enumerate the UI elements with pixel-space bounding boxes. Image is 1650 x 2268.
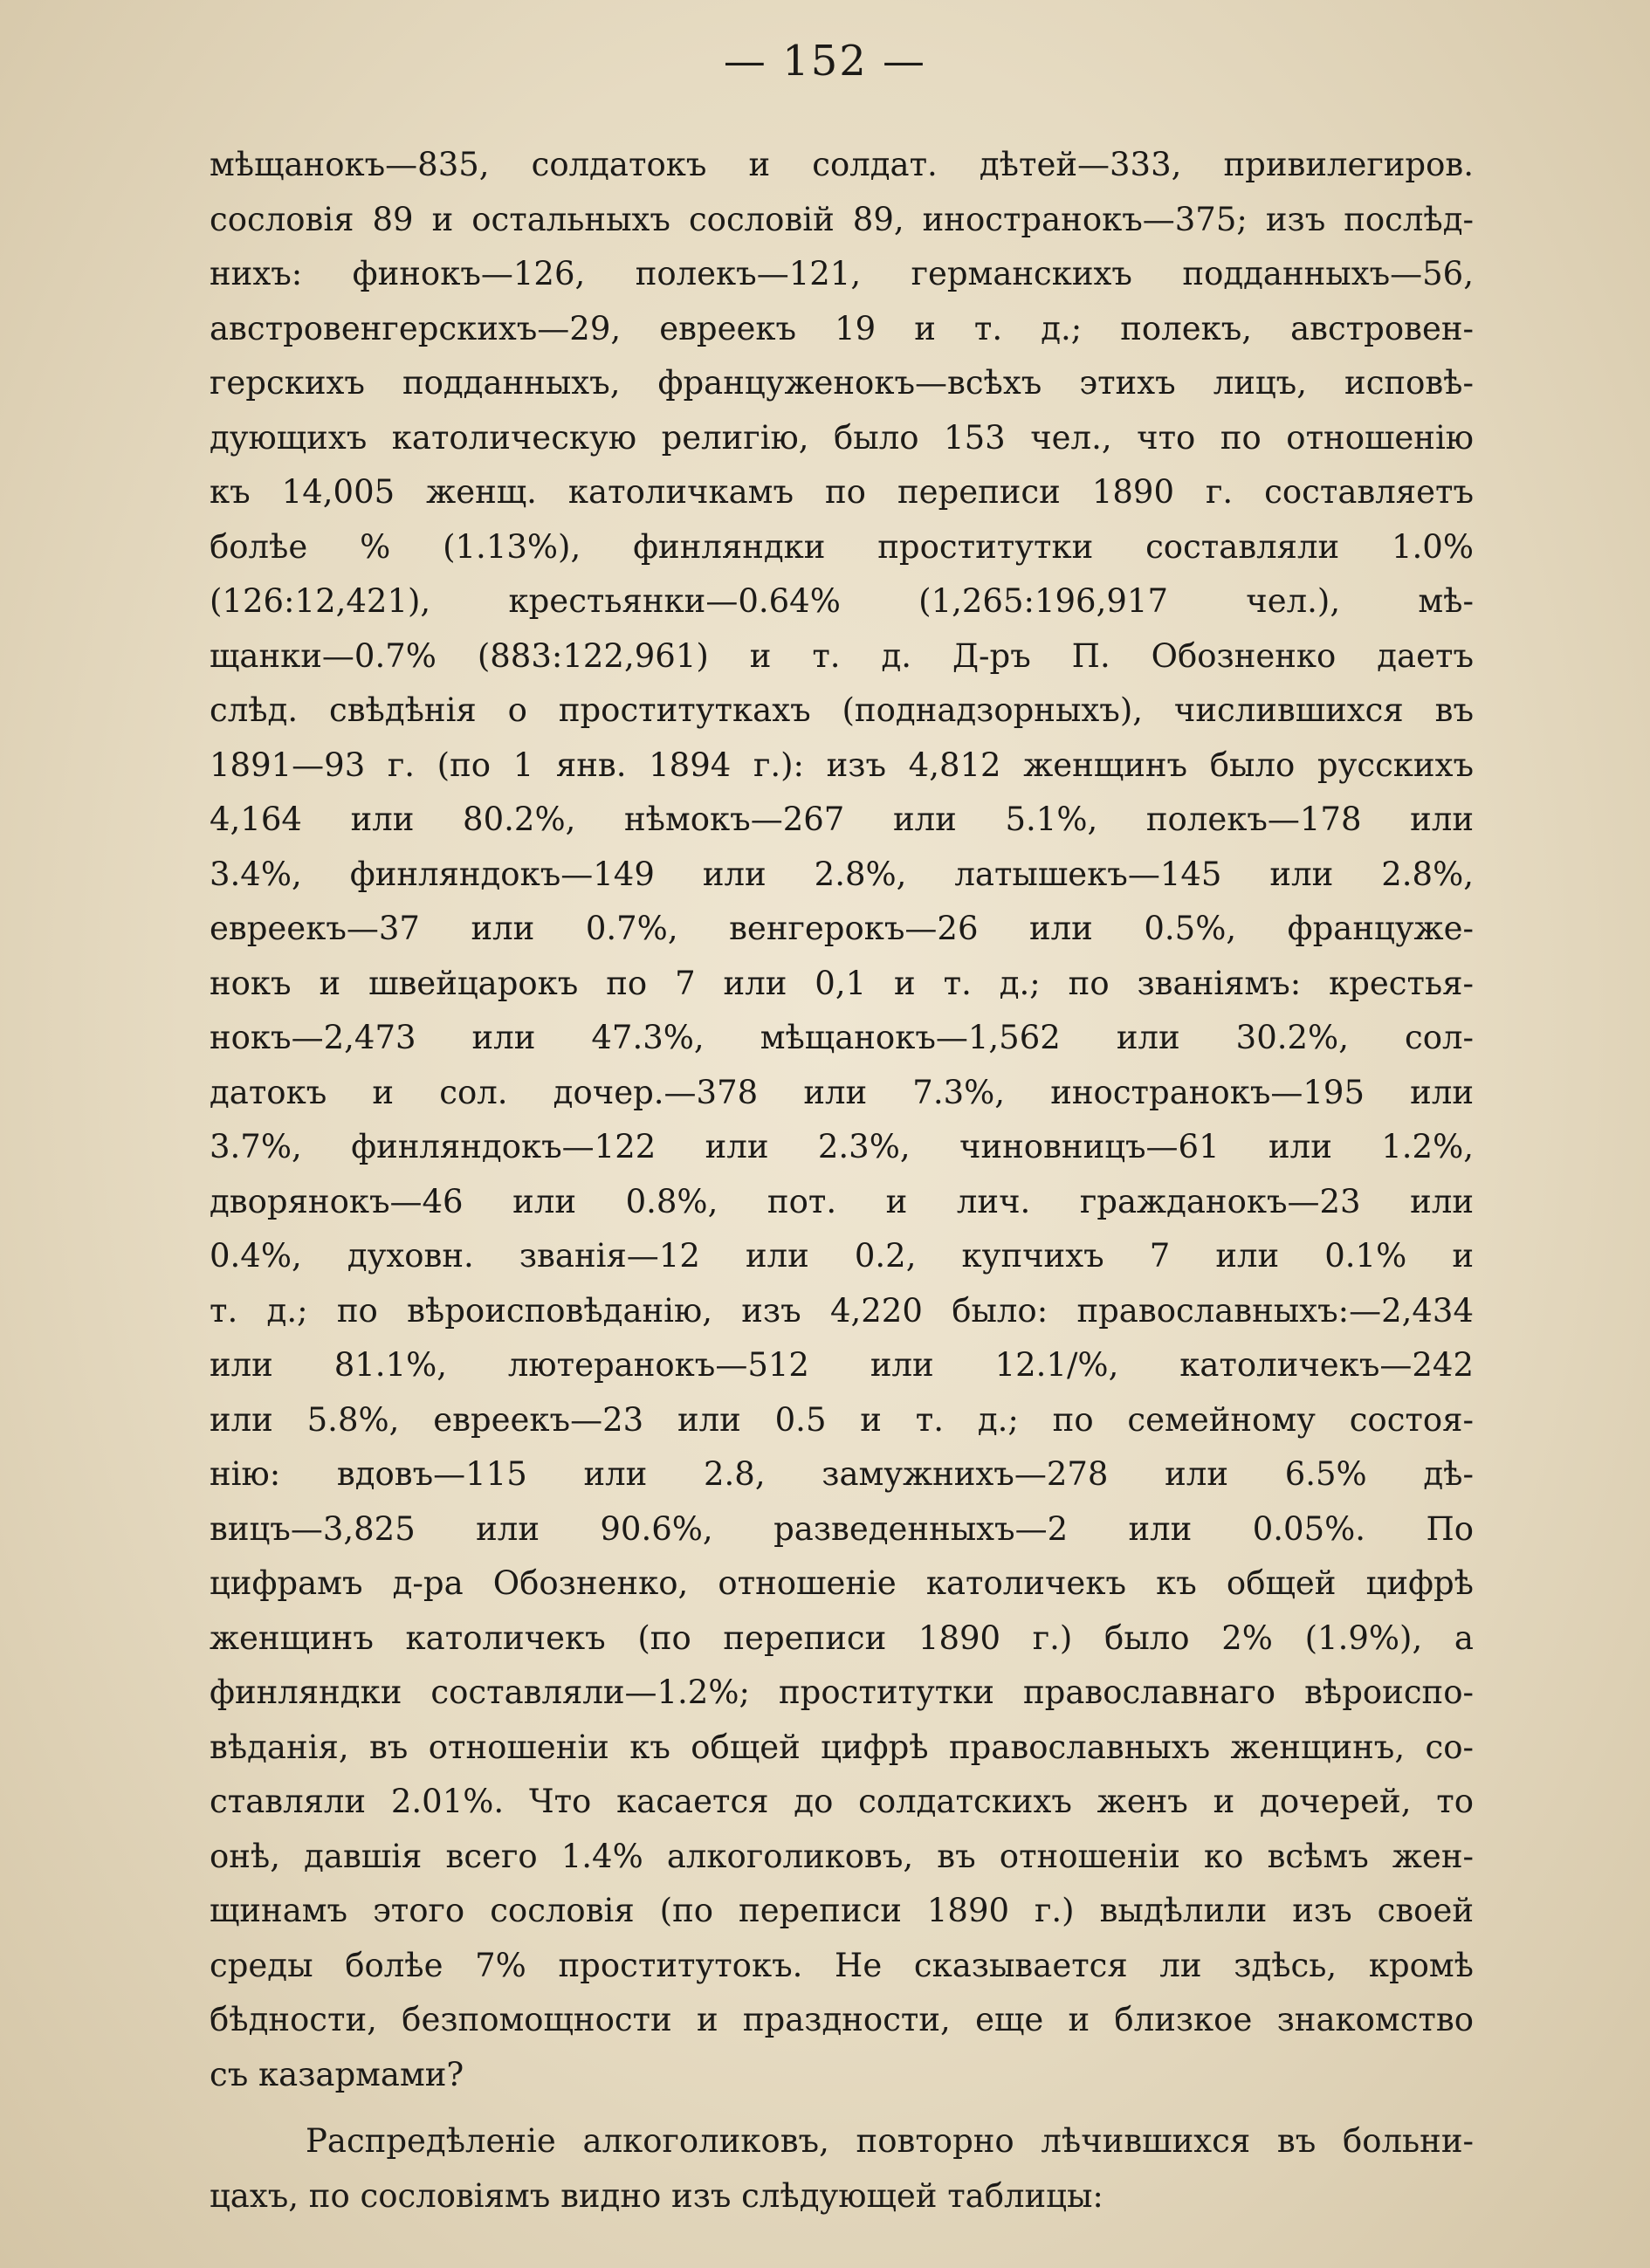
text-line: или 81.1%, лютеранокъ—512 или 12.1/%, католичекъ—242: [210, 1346, 1474, 1384]
text-line: австровенгерскихъ—29, евреекъ 19 и т. д.; полекъ, австровен-: [210, 309, 1474, 347]
body-text: [210, 138, 1474, 2223]
text-line: съ казармами?: [210, 2055, 464, 2093]
text-line: евреекъ—37 или 0.7%, венгерокъ—26 или 0.5%, француже-: [210, 910, 1474, 947]
text-line: болѣе % (1.13%), финляндки проститутки составляли 1.0%: [210, 527, 1474, 566]
text-line: нокъ—2,473 или 47.3%, мѣщанокъ—1,562 или 30.2%, сол-: [210, 1019, 1474, 1056]
text-line: бѣдности, безпомощности и праздности, еще и близкое знакомство: [210, 2001, 1474, 2038]
text-line: мѣщанокъ—835, солдатокъ и солдат. дѣтей—333, привилегиров.: [210, 146, 1474, 183]
text-line: нокъ и швейцарокъ по 7 или 0,1 и т. д.; по званіямъ: крестья-: [210, 964, 1474, 1002]
text-line: 3.7%, финляндокъ—122 или 2.3%, чиновницъ—61 или 1.2%,: [210, 1128, 1474, 1165]
page-number: — 152 —: [723, 37, 927, 86]
text-line: финляндки составляли—1.2%; проститутки православнаго вѣроиспо-: [210, 1674, 1474, 1711]
text-line: щинамъ этого сословія (по переписи 1890 г.) выдѣлили изъ своей: [210, 1892, 1474, 1929]
text-line: сословія 89 и остальныхъ сословій 89, иностранокъ—375; изъ послѣд-: [210, 200, 1474, 238]
text-line: онѣ, давшія всего 1.4% алкоголиковъ, въ отношеніи ко всѣмъ жен-: [210, 1837, 1474, 1875]
text-line: цифрамъ д-ра Обозненко, отношеніе католичекъ къ общей цифрѣ: [210, 1564, 1474, 1602]
text-line: вѣданія, въ отношеніи къ общей цифрѣ православныхъ женщинъ, со-: [210, 1728, 1474, 1766]
text-line: герскихъ подданныхъ, француженокъ—всѣхъ этихъ лицъ, исповѣ-: [210, 364, 1474, 402]
text-line: нію: вдовъ—115 или 2.8, замужнихъ—278 или 6.5% дѣ-: [210, 1455, 1474, 1493]
text-line: 3.4%, финляндокъ—149 или 2.8%, латышекъ—145 или 2.8%,: [210, 855, 1474, 893]
text-line: 0.4%, духовн. званія—12 или 0.2, купчихъ 7 или 0.1% и: [210, 1237, 1474, 1275]
text-line: женщинъ католичекъ (по переписи 1890 г.) было 2% (1.9%), а: [210, 1619, 1474, 1657]
text-line: слѣд. свѣдѣнія о проституткахъ (поднадзорныхъ), числившихся въ: [210, 691, 1474, 729]
text-line: нихъ: финокъ—126, полекъ—121, германскихъ подданныхъ—56,: [210, 255, 1474, 292]
text-line: щанки—0.7% (883:122,961) и т. д. Д-ръ П. Обозненко даетъ: [210, 636, 1474, 675]
text-line: къ 14,005 женщ. католичкамъ по переписи 1890 г. составляетъ: [210, 473, 1474, 511]
text-line: (126:12,421), крестьянки—0.64% (1,265:196,917 чел.), мѣ-: [210, 582, 1474, 620]
text-line: среды болѣе 7% проститутокъ. Не сказывается ли здѣсь, кромѣ: [210, 1946, 1474, 1984]
text-line: т. д.; по вѣроисповѣданію, изъ 4,220 было: православныхъ:—2,434: [210, 1291, 1474, 1330]
text-line: дующихъ католическую религію, было 153 чел., что по отношенію: [210, 418, 1474, 457]
text-line: дворянокъ—46 или 0.8%, пот. и лич. гражданокъ—23 или: [210, 1182, 1474, 1220]
text-line: вицъ—3,825 или 90.6%, разведенныхъ—2 или 0.05%. По: [210, 1509, 1474, 1548]
text-line: ставляли 2.01%. Что касается до солдатскихъ женъ и дочерей, то: [210, 1783, 1474, 1820]
text-line: 1891—93 г. (по 1 янв. 1894 г.): изъ 4,812 женщинъ было русскихъ: [210, 746, 1474, 784]
text-line: датокъ и сол. дочер.—378 или 7.3%, иностранокъ—195 или: [210, 1073, 1474, 1111]
text-line: 4,164 или 80.2%, нѣмокъ—267 или 5.1%, полекъ—178 или: [210, 801, 1474, 838]
text-line: цахъ, по сословіямъ видно изъ слѣдующей таблицы:: [210, 2176, 1103, 2215]
text-line: или 5.8%, евреекъ—23 или 0.5 и т. д.; по семейному состоя-: [210, 1400, 1474, 1439]
text-line: Распредѣленіе алкоголиковъ, повторно лѣчившихся въ больни-: [306, 2122, 1474, 2160]
